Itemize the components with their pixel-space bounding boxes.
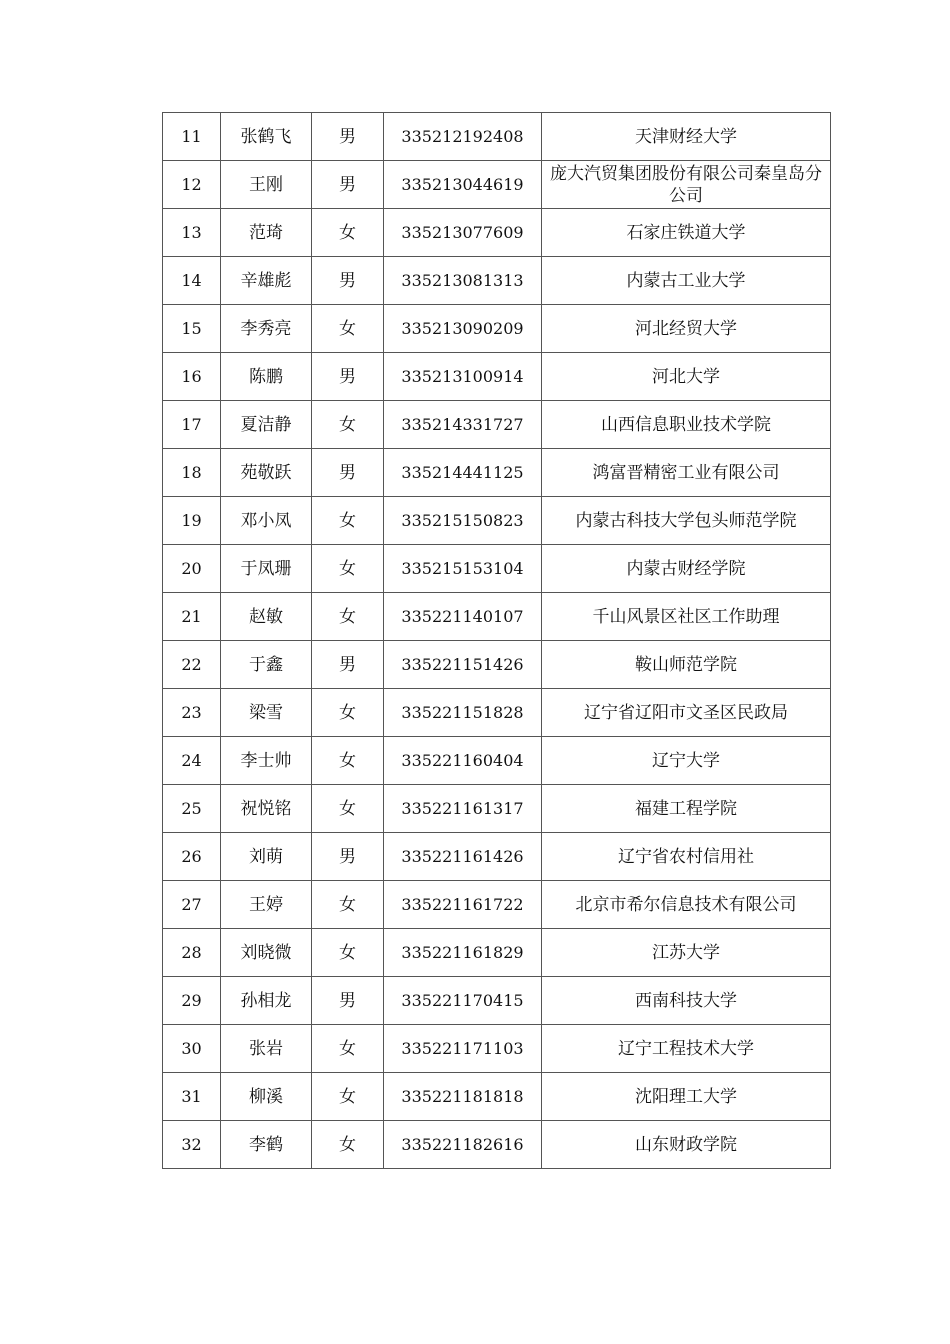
exam-id-cell: 335215153104 bbox=[384, 545, 542, 593]
name-cell: 柳溪 bbox=[221, 1073, 312, 1121]
table-row bbox=[163, 689, 831, 737]
gender-cell: 女 bbox=[312, 881, 384, 929]
table-row bbox=[163, 833, 831, 881]
name-cell: 刘萌 bbox=[221, 833, 312, 881]
table-row bbox=[163, 497, 831, 545]
gender-cell: 男 bbox=[312, 977, 384, 1025]
table-row bbox=[163, 977, 831, 1025]
row-number-cell: 23 bbox=[163, 689, 221, 737]
name-cell: 夏洁静 bbox=[221, 401, 312, 449]
gender-cell: 女 bbox=[312, 593, 384, 641]
table-row bbox=[163, 785, 831, 833]
table-row bbox=[163, 545, 831, 593]
organization-cell: 千山风景区社区工作助理 bbox=[542, 593, 831, 641]
row-number-cell: 22 bbox=[163, 641, 221, 689]
row-number-cell: 13 bbox=[163, 209, 221, 257]
name-cell: 张鹤飞 bbox=[221, 113, 312, 161]
row-number-cell: 27 bbox=[163, 881, 221, 929]
organization-cell: 河北经贸大学 bbox=[542, 305, 831, 353]
row-number-cell: 19 bbox=[163, 497, 221, 545]
gender-cell: 男 bbox=[312, 161, 384, 209]
gender-cell: 男 bbox=[312, 113, 384, 161]
name-cell: 李秀亮 bbox=[221, 305, 312, 353]
name-cell: 王婷 bbox=[221, 881, 312, 929]
table-row bbox=[163, 401, 831, 449]
row-number-cell: 30 bbox=[163, 1025, 221, 1073]
organization-cell: 内蒙古财经学院 bbox=[542, 545, 831, 593]
name-cell: 祝悦铭 bbox=[221, 785, 312, 833]
row-number-cell: 25 bbox=[163, 785, 221, 833]
gender-cell: 女 bbox=[312, 1025, 384, 1073]
name-cell: 李士帅 bbox=[221, 737, 312, 785]
table-row bbox=[163, 1121, 831, 1169]
row-number-cell: 17 bbox=[163, 401, 221, 449]
row-number-cell: 26 bbox=[163, 833, 221, 881]
exam-id-cell: 335221171103 bbox=[384, 1025, 542, 1073]
table-row bbox=[163, 257, 831, 305]
gender-cell: 女 bbox=[312, 689, 384, 737]
table-row bbox=[163, 353, 831, 401]
table-row bbox=[163, 641, 831, 689]
gender-cell: 男 bbox=[312, 641, 384, 689]
exam-id-cell: 335212192408 bbox=[384, 113, 542, 161]
gender-cell: 女 bbox=[312, 497, 384, 545]
exam-id-cell: 335221160404 bbox=[384, 737, 542, 785]
table-row bbox=[163, 113, 831, 161]
exam-id-cell: 335221161722 bbox=[384, 881, 542, 929]
exam-id-cell: 335221170415 bbox=[384, 977, 542, 1025]
table-row bbox=[163, 737, 831, 785]
organization-cell: 山东财政学院 bbox=[542, 1121, 831, 1169]
organization-cell: 沈阳理工大学 bbox=[542, 1073, 831, 1121]
organization-cell: 辽宁大学 bbox=[542, 737, 831, 785]
organization-cell: 内蒙古工业大学 bbox=[542, 257, 831, 305]
gender-cell: 男 bbox=[312, 353, 384, 401]
exam-id-cell: 335214441125 bbox=[384, 449, 542, 497]
row-number-cell: 12 bbox=[163, 161, 221, 209]
table-row bbox=[163, 1025, 831, 1073]
row-number-cell: 24 bbox=[163, 737, 221, 785]
organization-cell: 河北大学 bbox=[542, 353, 831, 401]
gender-cell: 女 bbox=[312, 929, 384, 977]
name-cell: 梁雪 bbox=[221, 689, 312, 737]
gender-cell: 女 bbox=[312, 545, 384, 593]
table-row bbox=[163, 449, 831, 497]
row-number-cell: 11 bbox=[163, 113, 221, 161]
exam-id-cell: 335215150823 bbox=[384, 497, 542, 545]
row-number-cell: 29 bbox=[163, 977, 221, 1025]
roster-table bbox=[162, 112, 831, 1169]
organization-cell: 鸿富晋精密工业有限公司 bbox=[542, 449, 831, 497]
exam-id-cell: 335213100914 bbox=[384, 353, 542, 401]
row-number-cell: 28 bbox=[163, 929, 221, 977]
roster-table-body bbox=[163, 113, 831, 1169]
table-row bbox=[163, 1073, 831, 1121]
exam-id-cell: 335213077609 bbox=[384, 209, 542, 257]
name-cell: 陈鹏 bbox=[221, 353, 312, 401]
name-cell: 李鹤 bbox=[221, 1121, 312, 1169]
row-number-cell: 32 bbox=[163, 1121, 221, 1169]
gender-cell: 女 bbox=[312, 1121, 384, 1169]
gender-cell: 男 bbox=[312, 833, 384, 881]
organization-cell: 庞大汽贸集团股份有限公司秦皇岛分公司 bbox=[542, 161, 831, 209]
organization-cell: 辽宁省辽阳市文圣区民政局 bbox=[542, 689, 831, 737]
table-row bbox=[163, 593, 831, 641]
exam-id-cell: 335221161426 bbox=[384, 833, 542, 881]
name-cell: 邓小凤 bbox=[221, 497, 312, 545]
exam-id-cell: 335214331727 bbox=[384, 401, 542, 449]
organization-cell: 天津财经大学 bbox=[542, 113, 831, 161]
exam-id-cell: 335221161317 bbox=[384, 785, 542, 833]
gender-cell: 女 bbox=[312, 1073, 384, 1121]
row-number-cell: 20 bbox=[163, 545, 221, 593]
exam-id-cell: 335221182616 bbox=[384, 1121, 542, 1169]
gender-cell: 女 bbox=[312, 401, 384, 449]
exam-id-cell: 335213044619 bbox=[384, 161, 542, 209]
gender-cell: 女 bbox=[312, 785, 384, 833]
organization-cell: 江苏大学 bbox=[542, 929, 831, 977]
gender-cell: 女 bbox=[312, 737, 384, 785]
table-row bbox=[163, 881, 831, 929]
organization-cell: 福建工程学院 bbox=[542, 785, 831, 833]
row-number-cell: 14 bbox=[163, 257, 221, 305]
name-cell: 王刚 bbox=[221, 161, 312, 209]
name-cell: 辛雄彪 bbox=[221, 257, 312, 305]
organization-cell: 西南科技大学 bbox=[542, 977, 831, 1025]
exam-id-cell: 335213081313 bbox=[384, 257, 542, 305]
row-number-cell: 16 bbox=[163, 353, 221, 401]
exam-id-cell: 335221151426 bbox=[384, 641, 542, 689]
organization-cell: 石家庄铁道大学 bbox=[542, 209, 831, 257]
gender-cell: 女 bbox=[312, 209, 384, 257]
organization-cell: 辽宁工程技术大学 bbox=[542, 1025, 831, 1073]
table-row bbox=[163, 161, 831, 209]
gender-cell: 女 bbox=[312, 305, 384, 353]
organization-cell: 鞍山师范学院 bbox=[542, 641, 831, 689]
exam-id-cell: 335221181818 bbox=[384, 1073, 542, 1121]
name-cell: 赵敏 bbox=[221, 593, 312, 641]
name-cell: 苑敬跃 bbox=[221, 449, 312, 497]
gender-cell: 男 bbox=[312, 257, 384, 305]
table-row bbox=[163, 209, 831, 257]
exam-id-cell: 335221140107 bbox=[384, 593, 542, 641]
name-cell: 于鑫 bbox=[221, 641, 312, 689]
row-number-cell: 15 bbox=[163, 305, 221, 353]
organization-cell: 辽宁省农村信用社 bbox=[542, 833, 831, 881]
organization-cell: 北京市希尔信息技术有限公司 bbox=[542, 881, 831, 929]
table-row bbox=[163, 305, 831, 353]
name-cell: 刘晓微 bbox=[221, 929, 312, 977]
name-cell: 范琦 bbox=[221, 209, 312, 257]
table-row bbox=[163, 929, 831, 977]
organization-cell: 山西信息职业技术学院 bbox=[542, 401, 831, 449]
name-cell: 于凤珊 bbox=[221, 545, 312, 593]
row-number-cell: 18 bbox=[163, 449, 221, 497]
row-number-cell: 31 bbox=[163, 1073, 221, 1121]
exam-id-cell: 335221161829 bbox=[384, 929, 542, 977]
row-number-cell: 21 bbox=[163, 593, 221, 641]
organization-cell: 内蒙古科技大学包头师范学院 bbox=[542, 497, 831, 545]
gender-cell: 男 bbox=[312, 449, 384, 497]
name-cell: 孙相龙 bbox=[221, 977, 312, 1025]
name-cell: 张岩 bbox=[221, 1025, 312, 1073]
exam-id-cell: 335213090209 bbox=[384, 305, 542, 353]
exam-id-cell: 335221151828 bbox=[384, 689, 542, 737]
